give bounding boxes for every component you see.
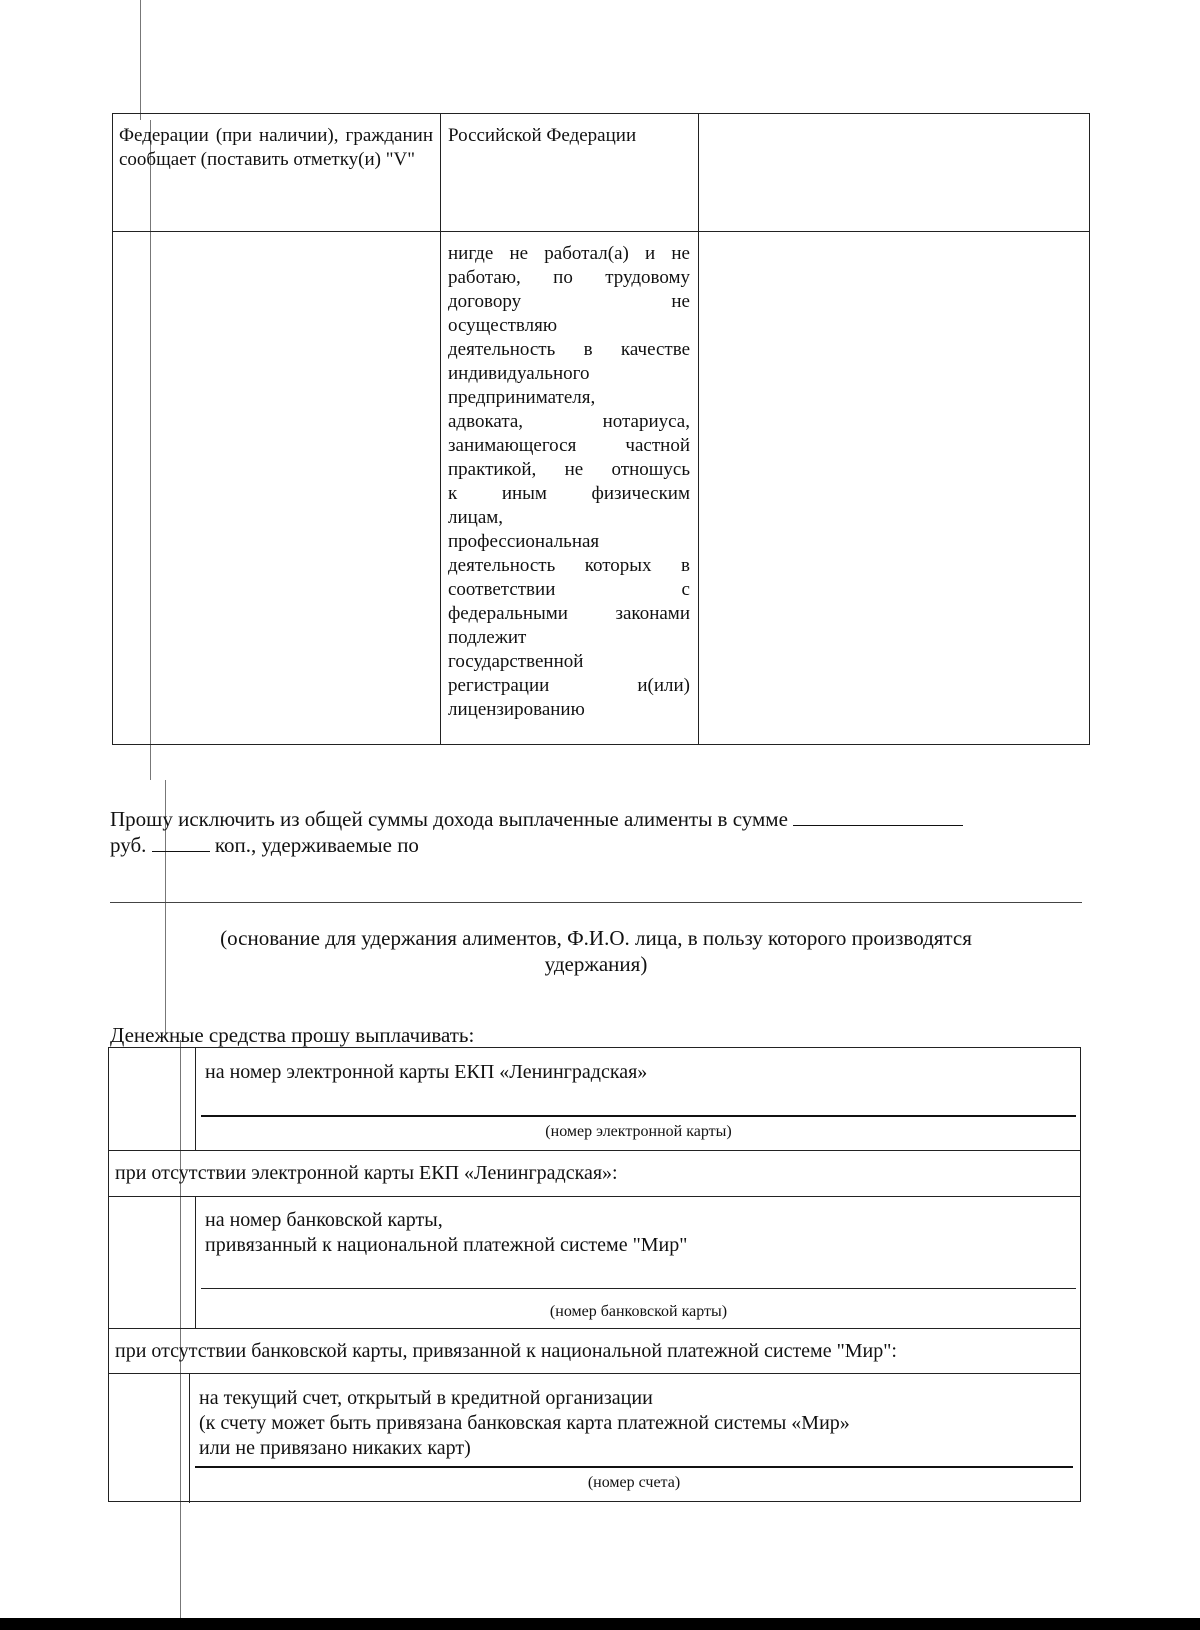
table-col-divider — [440, 114, 441, 744]
electronic-card-number-field[interactable] — [201, 1115, 1076, 1117]
bank-card-caption: (номер банковской карты) — [549, 1303, 728, 1320]
status-text-line: соответствии с — [448, 579, 690, 600]
alimony-request — [110, 806, 1095, 858]
option-electronic-card-label: на номер электронной карты ЕКП «Ленинградская» — [205, 1061, 648, 1083]
bank-card-number-line[interactable] — [201, 1288, 1076, 1289]
caption-line: удержания) — [544, 952, 648, 976]
table-row-divider — [113, 231, 1089, 232]
kopeck-field[interactable] — [152, 833, 210, 852]
payment-intro: Денежные средства прошу выплачивать: — [110, 1023, 475, 1047]
alimony-sum-field[interactable] — [793, 807, 963, 826]
table-cell-no-employment-statement — [448, 242, 690, 722]
checkbox-bank-card[interactable] — [109, 1196, 195, 1328]
status-text-line: деятельность в качестве — [448, 339, 690, 360]
kopeck-label: коп., удерживаемые по — [214, 833, 419, 857]
status-text-line: федеральными законами — [448, 603, 690, 624]
status-text-line: предпринимателя, — [448, 387, 596, 408]
status-text-line: лицам, — [448, 507, 504, 528]
scan-bottom-border — [0, 1618, 1200, 1630]
status-text-line: регистрации и(или) — [448, 675, 690, 696]
condition-no-electronic-card: при отсутствии электронной карты ЕКП «Ленинградская»: — [115, 1162, 618, 1184]
option-bank-card-line2: привязанный к национальной платежной системе "Мир" — [205, 1234, 688, 1256]
alimony-basis-field[interactable] — [110, 902, 1082, 903]
status-text-line: работаю, по трудовому — [448, 267, 690, 288]
status-text-line: занимающегося частной — [448, 435, 690, 456]
table-row-divider — [109, 1373, 1080, 1374]
table-cell-country: Российской Федерации — [448, 125, 637, 146]
electronic-card-caption: (номер электронной карты) — [545, 1123, 732, 1140]
table-row-divider — [109, 1328, 1080, 1329]
status-text-line: договору не — [448, 291, 690, 312]
status-text-line: деятельность которых в — [448, 555, 690, 576]
status-text-line: к иным физическим — [448, 483, 690, 504]
table-col-divider — [195, 1048, 196, 1150]
status-text-line: государственной — [448, 651, 584, 672]
status-text-line: практикой, не отношусь — [448, 459, 690, 480]
table-col-divider — [698, 114, 699, 744]
table-row-divider — [109, 1196, 1080, 1197]
alimony-basis-caption — [110, 925, 1082, 977]
rub-label: руб. — [110, 833, 147, 857]
checkbox-electronic-card[interactable] — [109, 1048, 195, 1150]
option-account-line2: (к счету может быть привязана банковская карта платежной системы «Мир» — [199, 1412, 850, 1434]
condition-no-bank-card: при отсутствии банковской карты, привязанной к национальной платежной системе "Мир": — [115, 1340, 897, 1362]
status-text-line: осуществляю — [448, 315, 558, 336]
status-text-line: индивидуального — [448, 363, 590, 384]
option-bank-card-line1: на номер банковской карты, — [205, 1209, 443, 1231]
status-text-line: нигде не работал(а) и не — [448, 243, 690, 264]
alimony-request-text: Прошу исключить из общей суммы дохода выплаченные алименты в сумме — [110, 807, 788, 831]
employment-status-table — [112, 113, 1090, 745]
status-text-line: профессиональная — [448, 531, 600, 552]
caption-line: (основание для удержания алиментов, Ф.И.О. лица, в пользу которого производятся — [220, 926, 972, 950]
scan-artifact-line — [140, 0, 141, 120]
option-account-line3: или не привязано никаких карт) — [199, 1437, 471, 1459]
table-cell-instruction: Федерации (при наличии), гражданин сообщает (поставить отметку(и) "V" — [119, 125, 433, 170]
checkbox-current-account[interactable] — [109, 1373, 189, 1503]
payment-method-table — [108, 1047, 1081, 1502]
account-caption: (номер счета) — [587, 1474, 681, 1491]
status-text-line: подлежит — [448, 627, 527, 648]
account-number-field[interactable] — [195, 1466, 1073, 1468]
table-row-divider — [109, 1150, 1080, 1151]
option-account-line1: на текущий счет, открытый в кредитной организации — [199, 1387, 653, 1409]
table-col-divider — [195, 1196, 196, 1328]
status-text-line: лицензированию — [448, 699, 585, 720]
table-col-divider — [189, 1373, 190, 1503]
status-text-line: адвоката, нотариуса, — [448, 411, 690, 432]
